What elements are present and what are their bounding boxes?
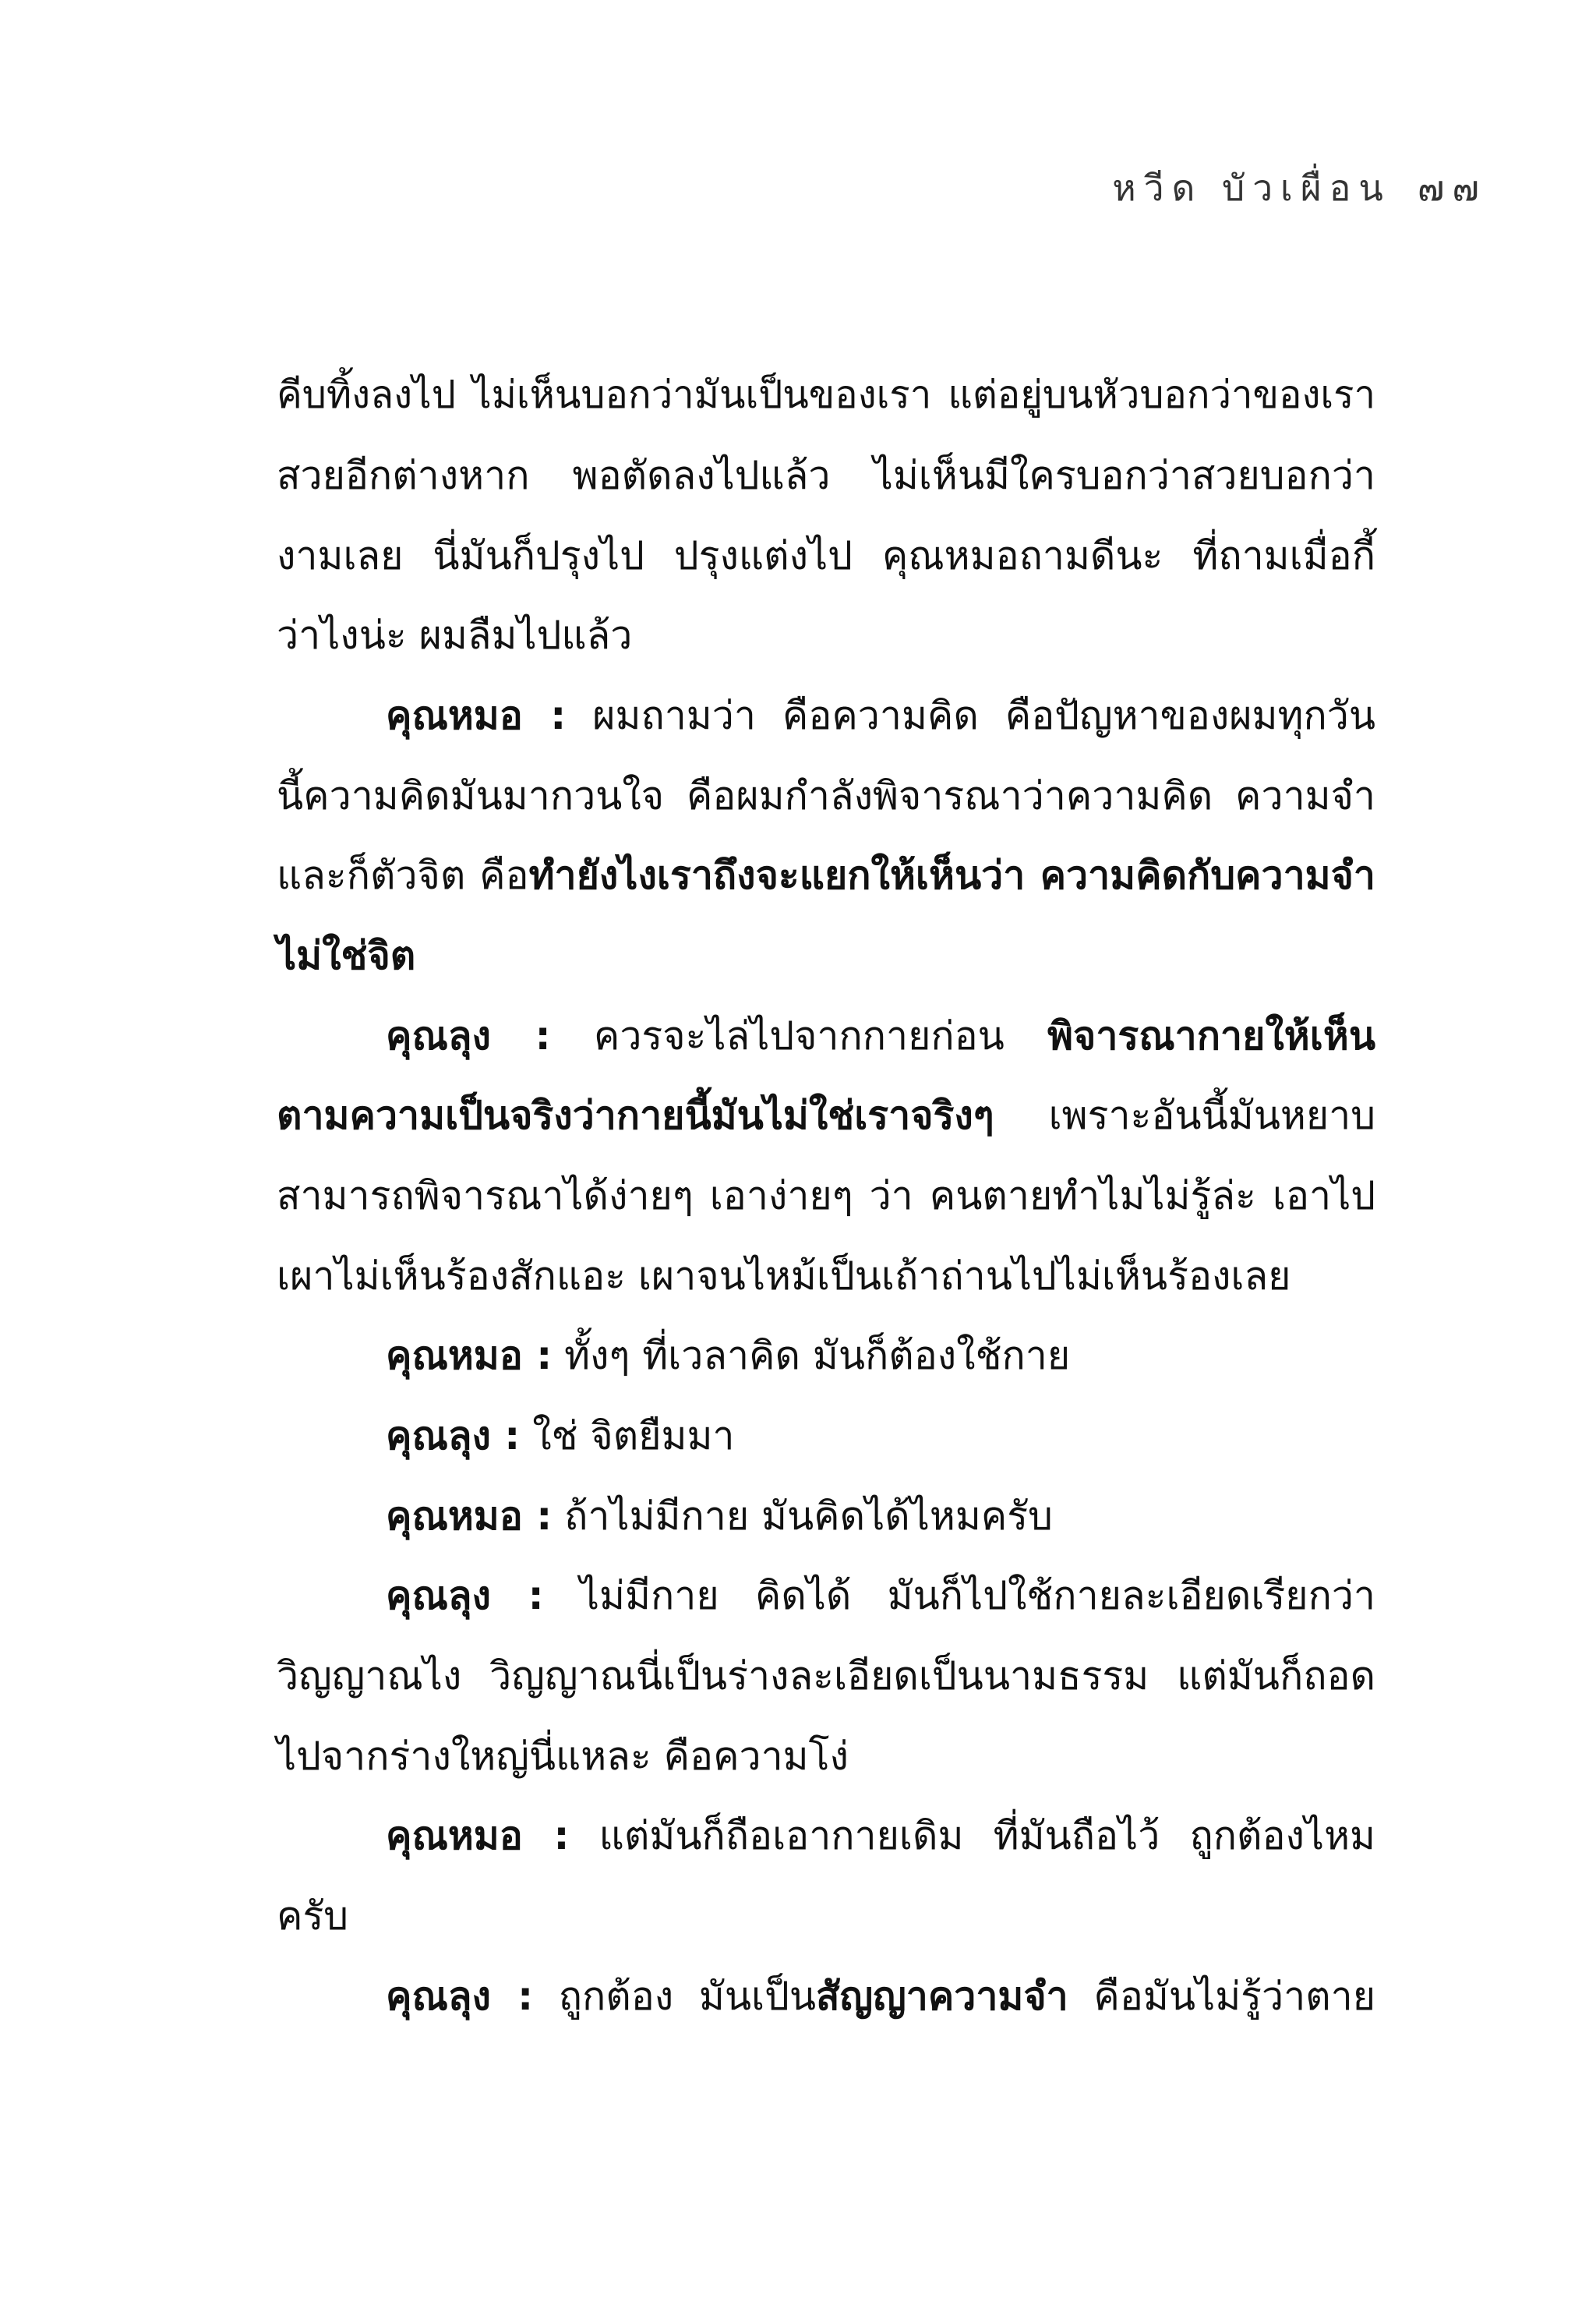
page-number: ๗๗ — [1417, 167, 1487, 209]
speaker-label: คุณลุง : — [386, 1573, 544, 1618]
dialogue-line — [386, 1333, 1375, 1378]
dialogue-line — [386, 1013, 1375, 1059]
text-line — [277, 1173, 1375, 1218]
line-text: คีบทิ้งลงไป ไม่เห็นบอกว่ามันเป็นของเรา แต่อยู่บนหัวบอกว่าของเรา — [277, 373, 1375, 417]
line-text: งามเลย นี่มันก็ปรุงไป ปรุงแต่งไป คุณหมอถามดีนะ ที่ถามเมื่อกี้ — [277, 533, 1375, 578]
line-text: ควรจะไล่ไปจากกายก่อน — [550, 1013, 1048, 1059]
line-text: ครับ — [277, 1893, 349, 1939]
dialogue-line — [386, 1974, 1376, 2019]
speaker-label: คุณหมอ : — [386, 1494, 553, 1539]
speaker-label: คุณหมอ : — [386, 1813, 570, 1858]
running-header — [1112, 160, 1487, 217]
line-text: ถูกต้อง มันเป็น — [533, 1974, 817, 2019]
line-text: นี้ความคิดมันมากวนใจ คือผมกำลังพิจารณาว่าความคิด ความจำ — [277, 773, 1375, 818]
line-text: ไปจากร่างใหญ่นี่แหละ คือความโง่ — [277, 1734, 849, 1779]
bold-text: สัญญาความจำ — [816, 1974, 1068, 2019]
speaker-label: คุณลุง : — [386, 1974, 534, 2019]
text-line — [277, 533, 1375, 578]
dialogue-line — [386, 1573, 1375, 1618]
line-text: สามารถพิจารณาได้ง่ายๆ เอาง่ายๆ ว่า คนตายทำไมไม่รู้ล่ะ เอาไป — [277, 1173, 1375, 1218]
speaker-label: คุณหมอ : — [386, 1333, 553, 1378]
line-text: ไม่มีกาย คิดได้ มันก็ไปใช้กายละเอียดเรียกว่า — [543, 1573, 1375, 1618]
speaker-label: คุณลุง : — [386, 1013, 551, 1059]
text-line — [277, 853, 1375, 898]
text-line — [277, 773, 1375, 818]
header-title: หวีด บัวเผื่อน — [1112, 167, 1391, 209]
text-line — [277, 1893, 1375, 1939]
text-line — [277, 1093, 1375, 1138]
dialogue-line — [386, 1813, 1375, 1858]
line-text: ว่าไงน่ะ ผมลืมไปแล้ว — [277, 613, 633, 658]
speaker-label: คุณลุง : — [386, 1413, 521, 1458]
bold-text: พิจารณากายให้เห็น — [1047, 1013, 1375, 1059]
dialogue-line — [386, 1413, 1375, 1458]
dialogue-line — [386, 693, 1375, 738]
text-line — [277, 1253, 1375, 1299]
text-line — [277, 373, 1375, 417]
text-line — [277, 613, 1375, 658]
line-text: วิญญาณไง วิญญาณนี่เป็นร่างละเอียดเป็นนามธรรม แต่มันก็ถอด — [277, 1653, 1375, 1699]
line-text: ถ้าไม่มีกาย มันคิดได้ไหมครับ — [552, 1494, 1053, 1539]
speaker-label: คุณหมอ : — [386, 693, 567, 738]
line-text: เผาไม่เห็นร้องสักแอะ เผาจนไหม้เป็นเถ้าถ่านไปไม่เห็นร้องเลย — [277, 1253, 1291, 1299]
line-text: ใช่ จิตยืมมา — [520, 1413, 735, 1458]
line-text: ผมถามว่า คือความคิด คือปัญหาของผมทุกวัน — [566, 693, 1375, 738]
text-line — [277, 933, 1375, 978]
line-text: แต่มันก็ถือเอากายเดิม ที่มันถือไว้ ถูกต้องไหม — [569, 1813, 1375, 1858]
bold-text: ทำยังไงเราถึงจะแยกให้เห็นว่า ความคิดกับความจำ — [528, 853, 1375, 898]
dialogue-line — [386, 1494, 1375, 1539]
text-line — [277, 1734, 1375, 1779]
bold-text: ตามความเป็นจริงว่ากายนี้มันไม่ใช่เราจริงๆ — [277, 1093, 994, 1138]
line-text: สวยอีกต่างหาก พอตัดลงไปแล้ว ไม่เห็นมีใครบอกว่าสวยบอกว่า — [277, 453, 1375, 498]
line-text: และก็ตัวจิต คือ — [277, 853, 529, 898]
text-line — [277, 453, 1375, 498]
text-line — [277, 1653, 1375, 1699]
bold-text: ไม่ใช่จิต — [277, 933, 416, 978]
line-text: ทั้งๆ ที่เวลาคิด มันก็ต้องใช้กาย — [552, 1333, 1071, 1378]
line-text: คือมันไม่รู้ว่าตาย — [1068, 1974, 1376, 2019]
line-text: เพราะอันนี้มันหยาบ — [994, 1093, 1375, 1138]
